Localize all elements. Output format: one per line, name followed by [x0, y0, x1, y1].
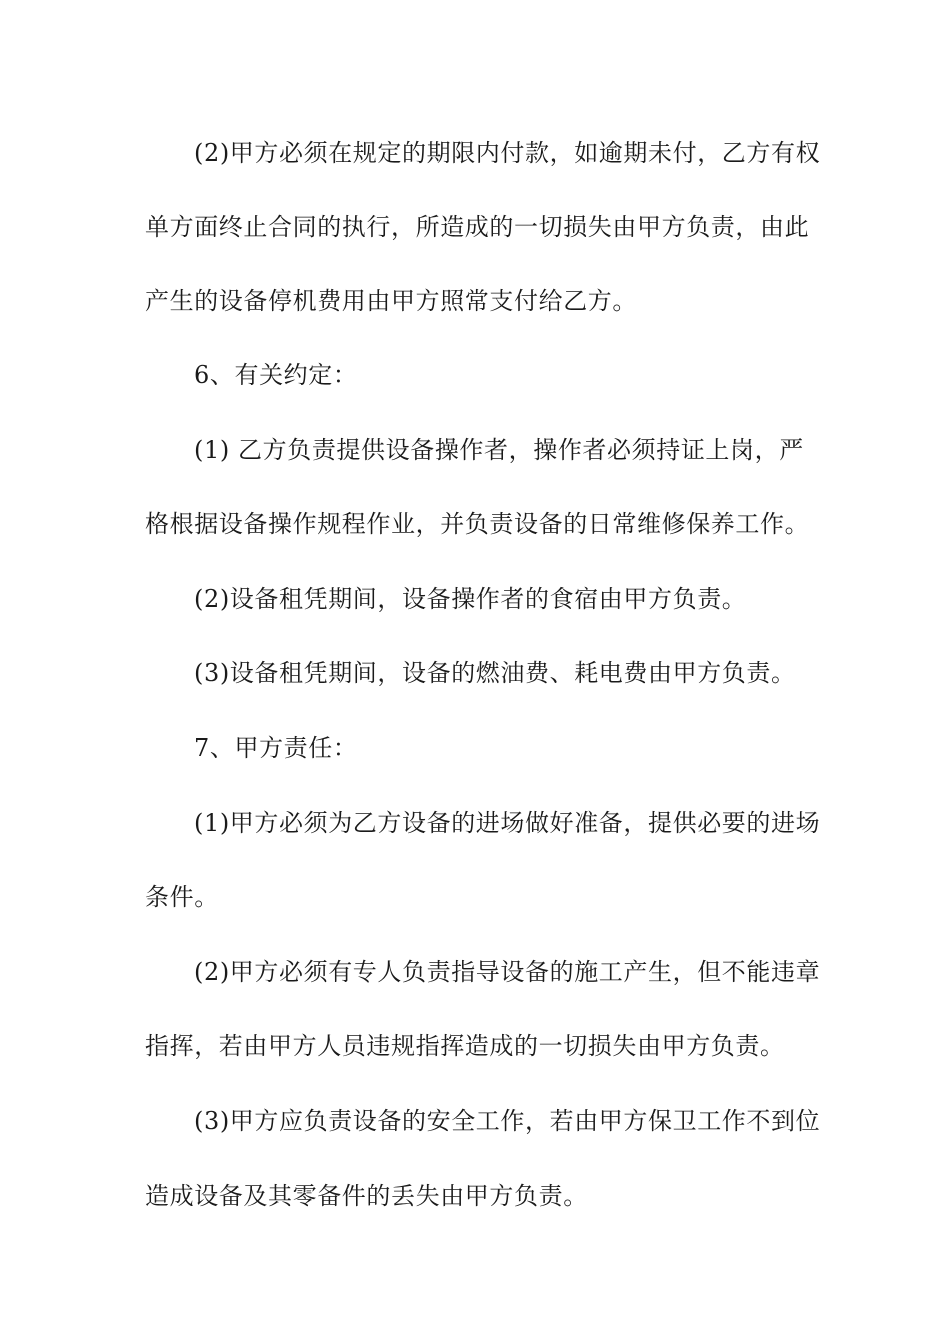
paragraph-line: (3)甲方应负责设备的安全工作，若由甲方保卫工作不到位 — [194, 1107, 821, 1135]
paragraph-line: 格根据设备操作规程作业，并负责设备的日常维修保养工作。 — [145, 510, 810, 538]
paragraph-line: 单方面终止合同的执行，所造成的一切损失由甲方负责，由此 — [145, 213, 810, 241]
paragraph-line: (3)设备租凭期间，设备的燃油费、耗电费由甲方负责。 — [194, 659, 796, 687]
paragraph-line: (1) 乙方负责提供设备操作者，操作者必须持证上岗，严 — [194, 436, 804, 464]
paragraph-line: (2)设备租凭期间，设备操作者的食宿由甲方负责。 — [194, 585, 747, 613]
paragraph-line: (2)甲方必须有专人负责指导设备的施工产生，但不能违章 — [194, 958, 821, 986]
paragraph-line: 造成设备及其零备件的丢失由甲方负责。 — [145, 1182, 588, 1210]
section-heading: 6、有关约定： — [194, 361, 358, 389]
paragraph-line: 指挥，若由甲方人员违规指挥造成的一切损失由甲方负责。 — [145, 1032, 785, 1060]
paragraph-line: (2)甲方必须在规定的期限内付款，如逾期未付，乙方有权 — [194, 139, 821, 167]
section-heading: 7、甲方责任： — [194, 734, 358, 762]
paragraph-line: 产生的设备停机费用由甲方照常支付给乙方。 — [145, 287, 637, 315]
paragraph-line: (1)甲方必须为乙方设备的进场做好准备，提供必要的进场 — [194, 809, 821, 837]
paragraph-line: 条件。 — [145, 883, 219, 911]
